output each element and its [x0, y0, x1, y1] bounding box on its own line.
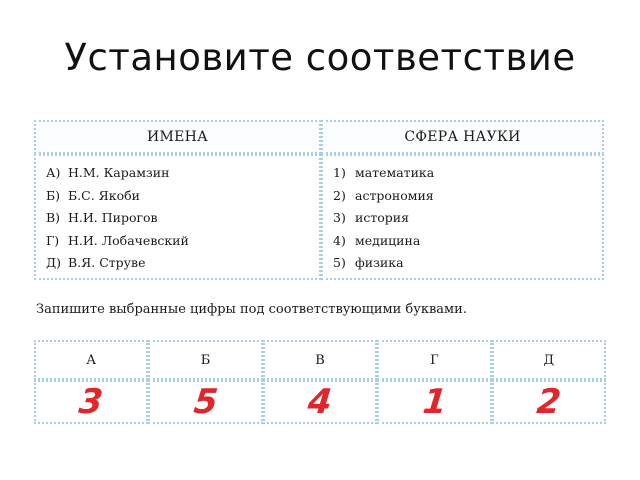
answer-table	[34, 340, 606, 424]
handwritten-answer: 4	[306, 382, 334, 422]
answer-letter: Д	[492, 340, 606, 380]
names-cell	[34, 154, 321, 280]
answer-cell[interactable]	[377, 380, 491, 424]
answer-cell[interactable]	[492, 380, 606, 424]
list-item: Г) Н.И. Лобачевский	[46, 232, 189, 248]
list-item: 2) астрономия	[333, 187, 434, 203]
answer-letter: Б	[148, 340, 262, 380]
list-item: А) Н.М. Карамзин	[46, 165, 170, 180]
fields-list	[323, 156, 602, 275]
list-item: Б) Б.С. Якоби	[46, 187, 140, 203]
list-item: 4) медицина	[333, 232, 421, 248]
science-field-header: СФЕРА НАУКИ	[321, 120, 604, 154]
handwritten-answer: 5	[191, 382, 220, 422]
names-list	[36, 156, 319, 275]
answer-letter: А	[34, 340, 148, 380]
answer-cell[interactable]	[148, 380, 262, 424]
slide-title: Установите соответствие	[64, 36, 576, 79]
list-item: 1) математика	[333, 165, 435, 180]
answer-letter: Г	[377, 340, 491, 380]
handwritten-answer: 3	[77, 382, 106, 422]
answer-cell[interactable]	[34, 380, 148, 424]
answer-cell[interactable]	[263, 380, 377, 424]
list-item: 5) физика	[333, 255, 404, 270]
list-item: В) Н.И. Пирогов	[46, 210, 158, 225]
handwritten-answer: 1	[420, 382, 449, 422]
instruction-text: Запишите выбранные цифры под соответствующими буквами.	[36, 302, 467, 317]
names-header: ИМЕНА	[34, 120, 321, 154]
list-item: 3) история	[333, 210, 409, 225]
list-item: Д) В.Я. Струве	[46, 255, 146, 270]
answer-letter: В	[263, 340, 377, 380]
handwritten-answer: 2	[534, 382, 563, 422]
fields-cell	[321, 154, 604, 280]
matching-table	[34, 120, 604, 280]
